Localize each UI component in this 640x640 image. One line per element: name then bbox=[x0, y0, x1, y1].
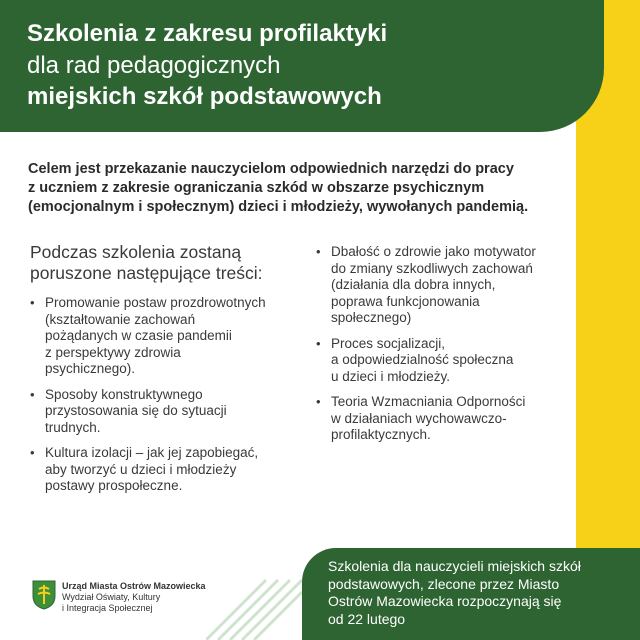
logo-caption bbox=[62, 581, 206, 614]
intro-paragraph bbox=[28, 160, 578, 217]
title-line-2: dla rad pedagogicznych bbox=[27, 52, 281, 79]
logo-title: Urząd Miasta Ostrów Mazowiecka bbox=[62, 581, 206, 591]
list-item: • Promowanie postaw prozdrowotnych (kształtowanie zachowań pożądanych w czasie pandemii z perspektywy zdrowia psychicznego). bbox=[30, 295, 305, 378]
title-line-1: Szkolenia z zakresu profilaktyki bbox=[27, 20, 388, 47]
coat-of-arms-icon bbox=[32, 580, 56, 610]
left-lead bbox=[30, 242, 305, 284]
right-column bbox=[316, 244, 576, 453]
list-item: • Sposoby konstruktywnego przystosowania się do sytuacji trudnych. bbox=[30, 387, 305, 437]
logo-line: Wydział Oświaty, Kultury bbox=[62, 592, 161, 602]
decorative-stripes bbox=[206, 560, 302, 640]
list-item: • Dbałość o zdrowie jako motywator do zmiany szkodliwych zachowań (działania dla dobra innych, poprawa funkcjonowania społecznego) bbox=[316, 244, 576, 327]
list-item: • Teoria Wzmacniania Odporności w działaniach wychowawczo- profilaktycznych. bbox=[316, 394, 576, 444]
footer-banner bbox=[302, 548, 640, 640]
left-column bbox=[30, 242, 305, 504]
list-item: • Proces socjalizacji, a odpowiedzialność społeczna u dzieci i młodzieży. bbox=[316, 336, 576, 386]
intro-line: Celem jest przekazanie nauczycielom odpowiednich narzędzi do pracy bbox=[28, 161, 514, 177]
intro-line: z uczniem z zakresie ograniczania szkód w obszarze psychicznym bbox=[28, 180, 485, 196]
header-banner bbox=[0, 0, 604, 132]
left-bullet-list bbox=[30, 295, 305, 495]
intro-line: (emocjonalnym i społecznym) dzieci i młodzieży, wywołanych pandemią. bbox=[28, 199, 529, 215]
title-line-3: miejskich szkół podstawowych bbox=[27, 83, 382, 110]
footer-text: Szkolenia dla nauczycieli miejskich szkół podstawowych, zlecone przez Miasto Ostrów Mazowiecka rozpoczynają się od 22 lutego bbox=[328, 558, 581, 627]
lead-line: poruszone następujące treści: bbox=[30, 263, 263, 283]
lead-line: Podczas szkolenia zostaną bbox=[30, 242, 242, 262]
list-item: • Kultura izolacji – jak jej zapobiegać, aby tworzyć u dzieci i młodzieży postawy prospołeczne. bbox=[30, 445, 305, 495]
right-bullet-list bbox=[316, 244, 576, 444]
logo-line: i Integracja Społecznej bbox=[62, 603, 153, 613]
